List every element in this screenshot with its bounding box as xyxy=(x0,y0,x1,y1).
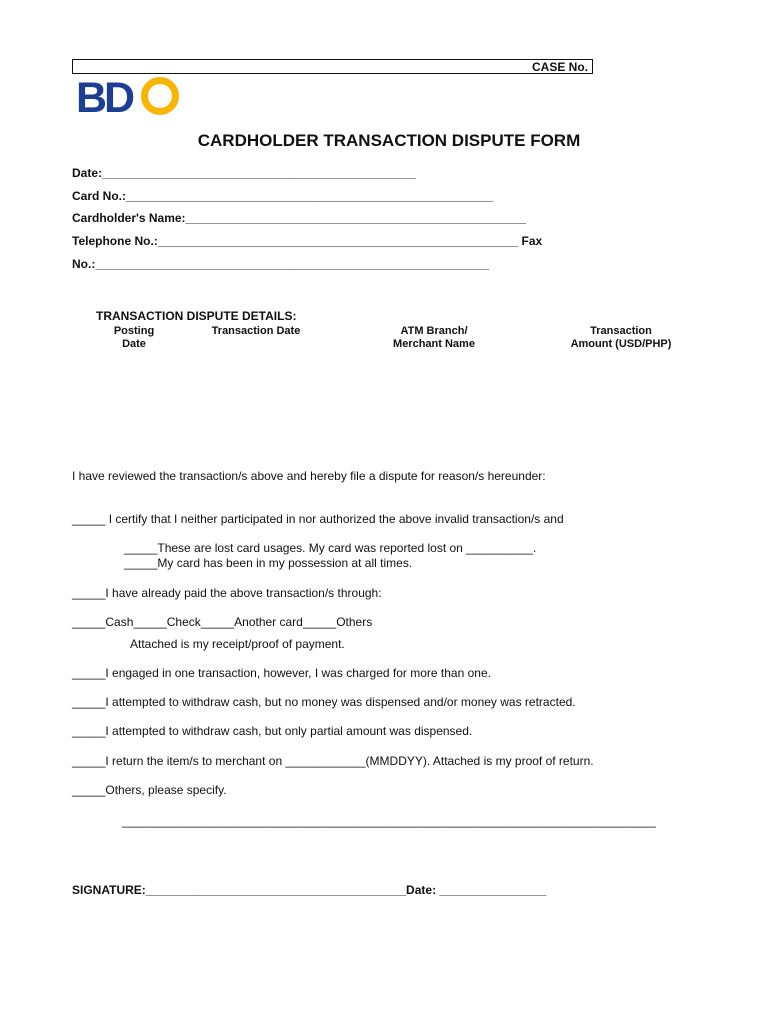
column-atm-line1: ATM Branch/ xyxy=(400,325,468,337)
others-specify-line[interactable]: ________________________________________________________________________________ xyxy=(122,814,656,828)
receipt-note: Attached is my receipt/proof of payment. xyxy=(130,637,345,651)
option-not-authorized[interactable]: _____ I certify that I neither participated in nor authorized the above invalid transaction/s and xyxy=(72,512,564,526)
column-posting-line2: Date xyxy=(122,338,146,350)
column-atm-merchant xyxy=(374,325,494,351)
date-field[interactable]: Date:_______________________________________________ xyxy=(72,166,416,180)
column-amount-line2: Amount (USD/PHP) xyxy=(570,338,672,350)
bdo-logo-graphic xyxy=(76,76,182,116)
bdo-logo-ring xyxy=(145,81,176,112)
column-posting-line1: Posting xyxy=(113,325,155,337)
details-heading: TRANSACTION DISPUTE DETAILS: xyxy=(96,309,297,323)
option-no-money-dispensed[interactable]: _____I attempted to withdraw cash, but no money was dispensed and/or money was retracted. xyxy=(72,695,576,709)
fax-field[interactable]: No.:___________________________________________________________ xyxy=(72,257,490,271)
column-posting-date xyxy=(94,325,174,351)
payment-methods[interactable]: _____Cash_____Check_____Another card_____Others xyxy=(72,615,373,629)
form-title: CARDHOLDER TRANSACTION DISPUTE FORM xyxy=(197,131,581,150)
option-returned-item[interactable]: _____I return the item/s to merchant on ____________(MMDDYY). Attached is my proof of return. xyxy=(72,754,594,768)
card-number-field[interactable]: Card No.:_______________________________________________________ xyxy=(72,189,494,203)
column-atm-line2: Merchant Name xyxy=(393,338,475,350)
column-amount-line1: Transaction xyxy=(590,325,652,337)
option-partial-dispensed[interactable]: _____I attempted to withdraw cash, but only partial amount was dispensed. xyxy=(72,724,473,738)
column-amount xyxy=(560,325,682,351)
option-lost-card[interactable]: _____These are lost card usages. My card was reported lost on __________. xyxy=(124,541,537,555)
option-card-in-possession[interactable]: _____My card has been in my possession at all times. xyxy=(124,556,413,570)
bdo-logo xyxy=(76,76,182,116)
signature-date-line[interactable]: SIGNATURE:_______________________________________Date: ________________ xyxy=(72,883,547,897)
telephone-field[interactable]: Telephone No.:______________________________________________________ Fax xyxy=(72,234,543,248)
case-number-box xyxy=(72,59,593,74)
bdo-logo-letters: BD xyxy=(76,76,133,116)
column-transaction-date xyxy=(196,325,316,338)
option-others[interactable]: _____Others, please specify. xyxy=(72,783,227,797)
cardholder-name-field[interactable]: Cardholder's Name:___________________________________________________ xyxy=(72,211,526,225)
dispute-intro: I have reviewed the transaction/s above and hereby file a dispute for reason/s hereunder: xyxy=(72,469,546,483)
option-charged-more[interactable]: _____I engaged in one transaction, however, I was charged for more than one. xyxy=(72,666,491,680)
case-number-label: CASE No. xyxy=(531,60,588,74)
option-already-paid[interactable]: _____I have already paid the above transaction/s through: xyxy=(72,586,382,600)
column-transaction-date-label: Transaction Date xyxy=(211,325,301,337)
